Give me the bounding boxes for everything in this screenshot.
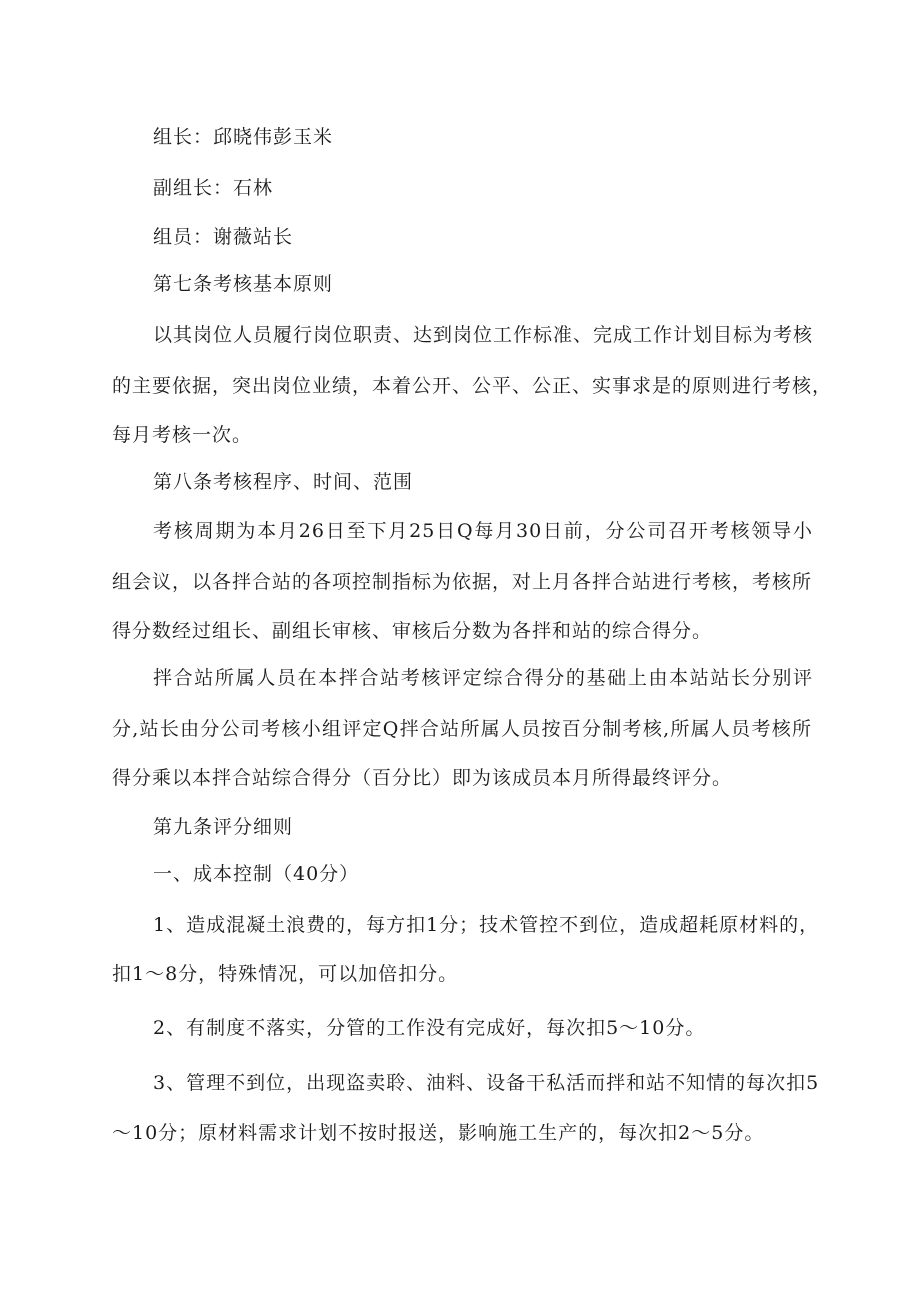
article8-paragraph-line: 组会议，以各拌合站的各项控制指标为依据，对上月各拌合站进行考核，考核所: [112, 571, 813, 593]
article7-title: 第七条考核基本原则: [153, 273, 334, 295]
article7-paragraph-line: 每月考核一次。: [112, 424, 253, 446]
article8-paragraph-line: 得分数经过组长、副组长审核、审核后分数为各拌和站的综合得分。: [112, 620, 713, 642]
article8-paragraph2-line: 分,站长由分公司考核小组评定Q拌合站所属人员按百分制考核,所属人员考核所: [112, 718, 812, 740]
article9-title: 第九条评分细则: [153, 816, 294, 838]
item3-line: ～10分；原材料需求计划不按时报送，影响施工生产的，每次扣2～5分。: [112, 1122, 765, 1144]
members-line: 组员：谢薇站长: [153, 226, 294, 248]
item1-line: 1、造成混凝土浪费的，每方扣1分；技术管控不到位，造成超耗原材料的，: [153, 914, 820, 936]
leader-line: 组长：邱晓伟彭玉米: [153, 126, 334, 148]
section1-title: 一、成本控制（40分）: [153, 863, 360, 885]
article8-paragraph-line: 考核周期为本月26日至下月25日Q每月30日前，分公司召开考核领导小: [153, 520, 813, 542]
item1-line: 扣1～8分，特殊情况，可以加倍扣分。: [112, 963, 459, 985]
article8-paragraph2-line: 拌合站所属人员在本拌合站考核评定综合得分的基础上由本站站长分别评: [153, 667, 813, 689]
deputy-leader-line: 副组长：石林: [153, 177, 274, 199]
article8-title: 第八条考核程序、时间、范围: [153, 471, 414, 493]
article8-paragraph2-line: 得分乘以本拌合站综合得分（百分比）即为该成员本月所得最终评分。: [112, 767, 733, 789]
article7-paragraph-line: 以其岗位人员履行岗位职责、达到岗位工作标准、完成工作计划目标为考核: [153, 324, 814, 346]
article7-paragraph-line: 的主要依据，突出岗位业绩，本着公开、公平、公正、实事求是的原则进行考核，: [112, 375, 833, 397]
item3-line: 3、管理不到位，出现盗卖聆、油料、设备干私活而拌和站不知情的每次扣5: [153, 1072, 820, 1094]
item2-line: 2、有制度不落实，分管的工作没有完成好，每次扣5～10分。: [153, 1017, 706, 1039]
